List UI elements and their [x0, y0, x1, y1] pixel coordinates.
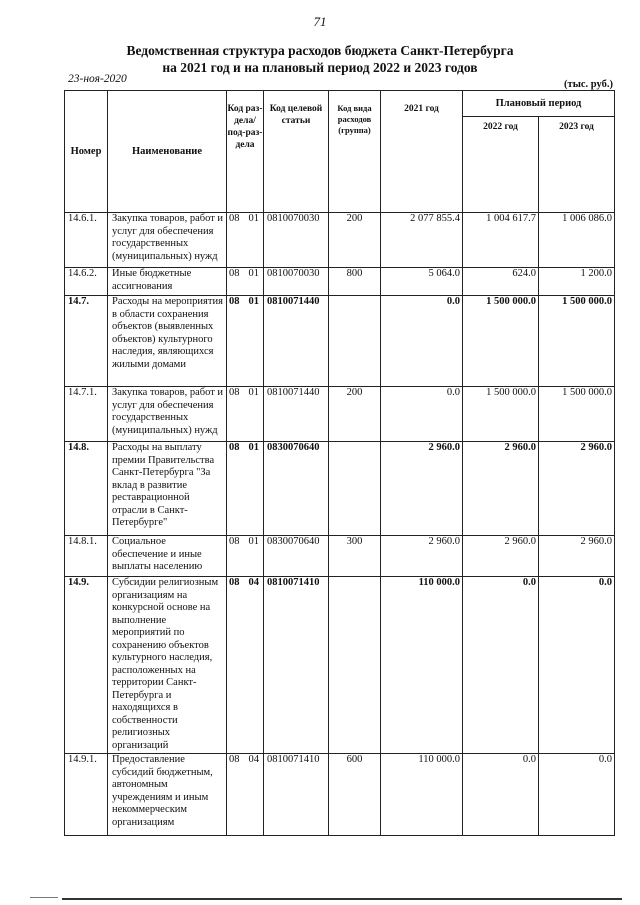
- row-razdel: [227, 577, 264, 754]
- table-row: [65, 213, 615, 268]
- row-vid: 800: [329, 268, 381, 296]
- row-2023: 2 960.0: [539, 442, 615, 536]
- row-vid: 300: [329, 536, 381, 577]
- razdel-code: 08: [229, 387, 240, 398]
- row-target: 0830070640: [264, 536, 329, 577]
- row-razdel: [227, 387, 264, 442]
- row-2023: 1 006 086.0: [539, 213, 615, 268]
- row-2021: 2 077 855.4: [381, 213, 463, 268]
- title-line-1: Ведомственная структура расходов бюджета Санкт-Петербурга: [126, 43, 514, 58]
- row-target: 0810070030: [264, 213, 329, 268]
- row-number: 14.8.: [65, 442, 108, 536]
- row-razdel: [227, 213, 264, 268]
- row-number: 14.7.1.: [65, 387, 108, 442]
- row-name: Закупка товаров, работ и услуг для обеспечения государственных (муниципальных) нужд: [108, 213, 227, 268]
- row-vid: 600: [329, 754, 381, 836]
- row-razdel: [227, 442, 264, 536]
- table-row: [65, 536, 615, 577]
- row-target: 0810071440: [264, 296, 329, 387]
- row-2022: 1 004 617.7: [463, 213, 539, 268]
- table-row: [65, 296, 615, 387]
- table-row: [65, 387, 615, 442]
- podrazdel-code: 04: [248, 577, 259, 588]
- row-2021: 2 960.0: [381, 536, 463, 577]
- row-2022: 2 960.0: [463, 536, 539, 577]
- header-planned-period: Плановый период: [463, 91, 615, 117]
- row-vid: 200: [329, 213, 381, 268]
- razdel-code: 08: [229, 536, 240, 547]
- header-2023: 2023 год: [539, 117, 615, 213]
- header-2021: 2021 год: [381, 91, 463, 213]
- row-2022: 2 960.0: [463, 442, 539, 536]
- row-name: Закупка товаров, работ и услуг для обеспечения государственных (муниципальных) нужд: [108, 387, 227, 442]
- row-razdel: [227, 296, 264, 387]
- row-razdel: [227, 754, 264, 836]
- row-2022: 0.0: [463, 754, 539, 836]
- row-razdel: [227, 268, 264, 296]
- row-2021: 110 000.0: [381, 754, 463, 836]
- header-vid: Код вида расходов (группа): [329, 91, 381, 213]
- row-2021: 110 000.0: [381, 577, 463, 754]
- podrazdel-code: 01: [248, 213, 259, 224]
- row-2023: 1 500 000.0: [539, 296, 615, 387]
- razdel-code: 08: [229, 577, 240, 588]
- razdel-code: 08: [229, 754, 240, 765]
- podrazdel-code: 01: [248, 442, 259, 453]
- row-2023: 0.0: [539, 577, 615, 754]
- row-vid: 200: [329, 387, 381, 442]
- row-number: 14.6.1.: [65, 213, 108, 268]
- row-vid: [329, 577, 381, 754]
- row-2021: 2 960.0: [381, 442, 463, 536]
- row-name: Иные бюджетные ассигнования: [108, 268, 227, 296]
- header-razdel: Код раз-дела/ под-раз-дела: [227, 91, 264, 213]
- document-title: [0, 42, 640, 76]
- row-number: 14.7.: [65, 296, 108, 387]
- podrazdel-code: 01: [248, 268, 259, 279]
- row-2021: 5 064.0: [381, 268, 463, 296]
- row-vid: [329, 296, 381, 387]
- row-vid: [329, 442, 381, 536]
- footer-rule-left: [30, 897, 58, 898]
- row-target: 0830070640: [264, 442, 329, 536]
- row-name: Субсидии религиозным организациям на конкурсной основе на выполнение мероприятий по сохранению объектов культурного наследия, расположенных на территории Санкт-Петербурга и находящихся в собственности религиозных организаций: [108, 577, 227, 754]
- row-target: 0810071440: [264, 387, 329, 442]
- table-row: [65, 442, 615, 536]
- row-2023: 2 960.0: [539, 536, 615, 577]
- header-number: Номер: [65, 91, 108, 213]
- row-name: Расходы на мероприятия в области сохранения объектов (выявленных объектов) культурного наследия, являющихся жилыми домами: [108, 296, 227, 387]
- row-number: 14.8.1.: [65, 536, 108, 577]
- row-number: 14.6.2.: [65, 268, 108, 296]
- footer-rule: [62, 898, 622, 900]
- row-target: 0810071410: [264, 577, 329, 754]
- row-name: Социальное обеспечение и иные выплаты населению: [108, 536, 227, 577]
- table-row: [65, 754, 615, 836]
- row-2023: 1 200.0: [539, 268, 615, 296]
- row-2022: 1 500 000.0: [463, 387, 539, 442]
- document-date: 23-ноя-2020: [68, 73, 127, 85]
- header-target: Код целевой статьи: [264, 91, 329, 213]
- table-row: [65, 577, 615, 754]
- title-line-2: на 2021 год и на плановый период 2022 и 2023 годов: [162, 60, 478, 75]
- expenditure-table: [64, 90, 615, 836]
- podrazdel-code: 01: [248, 387, 259, 398]
- row-2022: 1 500 000.0: [463, 296, 539, 387]
- row-2023: 1 500 000.0: [539, 387, 615, 442]
- podrazdel-code: 01: [248, 296, 259, 307]
- row-name: Расходы на выплату премии Правительства Санкт-Петербурга "За вклад в развитие реставрационной отрасли в Санкт-Петербурге": [108, 442, 227, 536]
- row-2021: 0.0: [381, 296, 463, 387]
- row-name: Предоставление субсидий бюджетным, автономным учреждениям и иным некоммерческим организациям: [108, 754, 227, 836]
- razdel-code: 08: [229, 442, 240, 453]
- razdel-code: 08: [229, 296, 240, 307]
- podrazdel-code: 01: [248, 536, 259, 547]
- razdel-code: 08: [229, 268, 240, 279]
- row-number: 14.9.1.: [65, 754, 108, 836]
- row-razdel: [227, 536, 264, 577]
- header-name: Наименование: [108, 91, 227, 213]
- row-target: 0810071410: [264, 754, 329, 836]
- header-2022: 2022 год: [463, 117, 539, 213]
- page-number: 71: [313, 14, 327, 29]
- row-2022: 624.0: [463, 268, 539, 296]
- podrazdel-code: 04: [248, 754, 259, 765]
- razdel-code: 08: [229, 213, 240, 224]
- row-target: 0810070030: [264, 268, 329, 296]
- units-label: (тыс. руб.): [564, 79, 613, 90]
- row-2021: 0.0: [381, 387, 463, 442]
- row-number: 14.9.: [65, 577, 108, 754]
- row-2023: 0.0: [539, 754, 615, 836]
- table-row: [65, 268, 615, 296]
- row-2022: 0.0: [463, 577, 539, 754]
